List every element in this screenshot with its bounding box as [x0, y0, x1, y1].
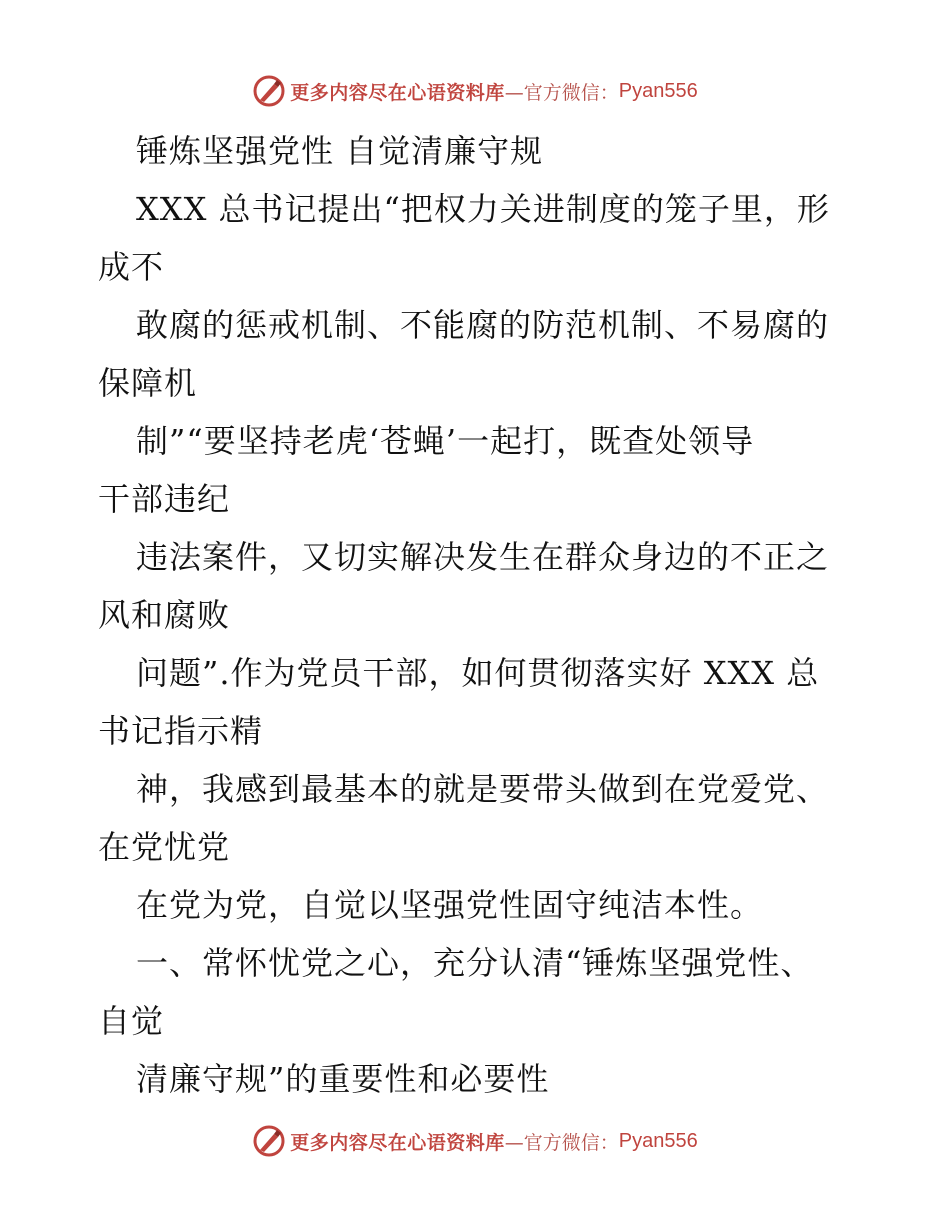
paragraph-line: 在党忧党 — [98, 828, 231, 866]
footer-watermark — [0, 1121, 950, 1161]
paragraph-line: 在党为党，自觉以坚强党性固守纯洁本性。 — [136, 886, 764, 924]
paragraph-line: 干部违纪 — [98, 480, 231, 518]
watermark-wechat-id: Pyan556 — [618, 1129, 698, 1152]
watermark-site-text: 更多内容尽在心语资料库 — [290, 1131, 505, 1154]
paragraph-line: 制”“要坚持老虎‘苍蝇’一起打，既查处领导 — [136, 422, 755, 460]
section-heading-line: 清廉守规”的重要性和必要性 — [136, 1060, 550, 1098]
paragraph-line: 问题”.作为党员干部，如何贯彻落实好 XXX 总 — [136, 654, 820, 692]
paragraph-line: 保障机 — [98, 364, 198, 402]
watermark-site-text: 更多内容尽在心语资料库 — [290, 81, 505, 104]
paragraph-line: 成不 — [98, 248, 165, 286]
watermark-separator: —官方微信： — [504, 81, 619, 104]
paragraph-line: 敢腐的惩戒机制、不能腐的防范机制、不易腐的 — [136, 306, 830, 344]
pen-circle-logo-icon — [252, 74, 286, 108]
paragraph-line: 风和腐败 — [98, 596, 231, 634]
paragraph-line: 违法案件，又切实解决发生在群众身边的不正之 — [136, 538, 830, 576]
section-heading-line: 自觉 — [98, 1002, 165, 1040]
document-body — [98, 122, 858, 1108]
watermark-wechat-id: Pyan556 — [618, 79, 698, 102]
header-watermark — [0, 71, 950, 111]
paragraph-line: 神，我感到最基本的就是要带头做到在党爱党、 — [136, 770, 830, 808]
pen-circle-logo-icon — [252, 1124, 286, 1158]
paragraph-line: 书记指示精 — [98, 712, 264, 750]
paragraph-line: XXX 总书记提出“把权力关进制度的笼子里，形 — [136, 190, 830, 228]
document-title: 锤炼坚强党性 自觉清廉守规 — [136, 132, 544, 170]
watermark-separator: —官方微信： — [504, 1131, 619, 1154]
section-heading-line: 一、常怀忧党之心，充分认清“锤炼坚强党性、 — [136, 944, 814, 982]
